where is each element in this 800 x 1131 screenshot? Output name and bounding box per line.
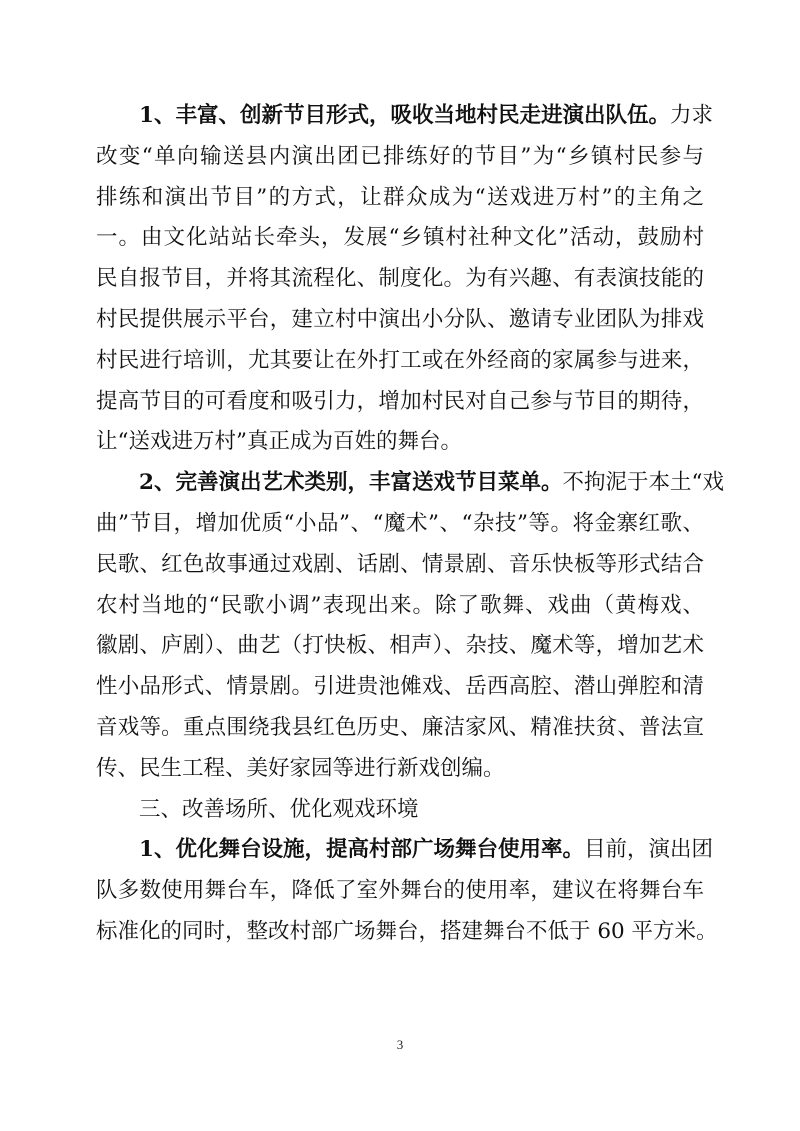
paragraph-2-line: 曲”节目，增加优质“小品”、“魔术”、“杂技”等。将金寨红歌、	[96, 510, 704, 536]
paragraph-2-line: 性小品形式、情景剧。引进贵池傩戏、岳西高腔、潜山弹腔和清	[96, 674, 704, 700]
paragraph-1-line: 村民提供展示平台，建立村中演出小分队、邀请专业团队为排戏	[96, 306, 704, 332]
paragraph-1-line: 村民进行培训，尤其要让在外打工或在外经商的家属参与进来，	[96, 347, 704, 373]
paragraph-2-line: 传、民生工程、美好家园等进行新戏创编。	[96, 755, 505, 781]
paragraph-1-line: 民自报节目，并将其流程化、制度化。为有兴趣、有表演技能的	[96, 266, 704, 292]
paragraph-3-line-1	[96, 830, 713, 871]
section-3-heading: 三、改善场所、优化观戏环境	[139, 796, 419, 822]
paragraph-1-line: 提高节目的可看度和吸引力，增加村民对自己参与节目的期待，	[96, 388, 704, 414]
paragraph-2-lead: 2、完善演出艺术类别，丰富送戏节目菜单。	[139, 470, 563, 496]
paragraph-3-line-1-rest: 目前，演出团	[583, 837, 713, 863]
paragraph-2	[96, 463, 724, 789]
paragraph-1-line-1	[96, 96, 713, 137]
paragraph-2-line: 音戏等。重点围绕我县红色历史、廉洁家风、精准扶贫、普法宣	[96, 714, 704, 740]
paragraph-2-line: 民歌、红色故事通过戏剧、话剧、情景剧、音乐快板等形式结合	[96, 551, 704, 577]
document-body	[96, 96, 724, 953]
paragraph-1-line: 一。由文化站站长牵头，发展“乡镇村社种文化”活动，鼓励村	[96, 225, 704, 251]
paragraph-1-line: 改变“单向输送县内演出团已排练好的节目”为“乡镇村民参与	[96, 143, 704, 169]
paragraph-3-line: 队多数使用舞台车，降低了室外舞台的使用率，建议在将舞台车	[96, 878, 704, 904]
paragraph-3-line: 标准化的同时，整改村部广场舞台，搭建舞台不低于 60 平方米。	[96, 918, 718, 944]
paragraph-1-line-1-rest: 力求	[669, 103, 713, 128]
paragraph-1-lead: 1、丰富、创新节目形式，吸收当地村民走进演出队伍。	[139, 103, 670, 128]
paragraph-2-line-1	[96, 463, 724, 504]
paragraph-3-lead: 1、优化舞台设施，提高村部广场舞台使用率。	[139, 837, 584, 863]
paragraph-1-line: 排练和演出节目”的方式，让群众成为“送戏进万村”的主角之	[96, 184, 704, 210]
paragraph-3	[96, 830, 718, 952]
paragraph-2-line: 农村当地的“民歌小调”表现出来。除了歌舞、戏曲（黄梅戏、	[96, 592, 704, 618]
page-number: 3	[396, 1037, 404, 1052]
paragraph-1-line: 让“送戏进万村”真正成为百姓的舞台。	[96, 429, 462, 455]
paragraph-2-line: 徽剧、庐剧）、曲艺（打快板、相声）、杂技、魔术等，增加艺术	[96, 633, 704, 659]
paragraph-2-line-1-rest: 不拘泥于本土“戏	[562, 470, 724, 496]
paragraph-1	[96, 96, 713, 463]
